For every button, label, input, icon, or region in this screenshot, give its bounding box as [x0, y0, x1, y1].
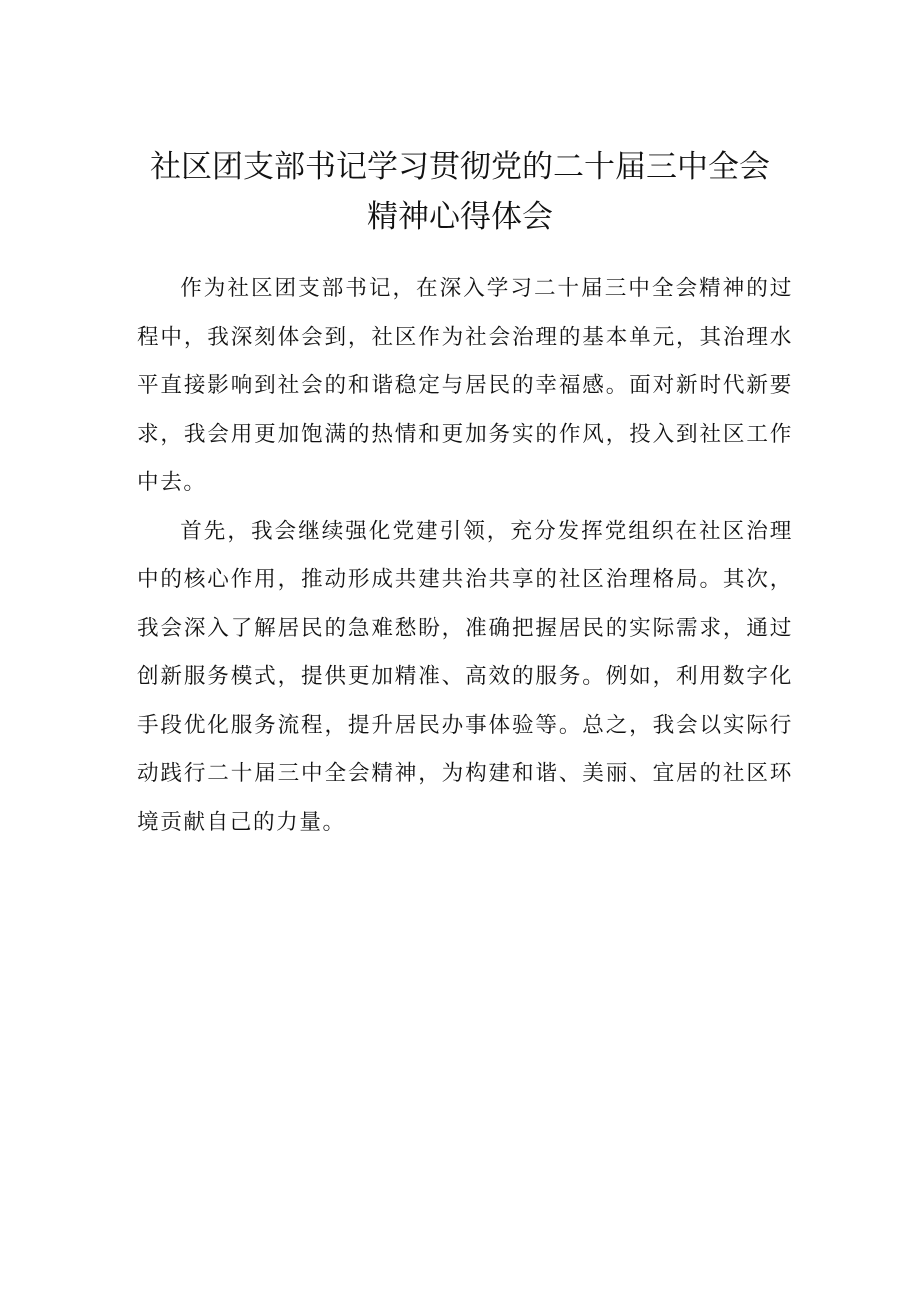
document-title [120, 142, 800, 242]
title-line-2: 精神心得体会 [367, 199, 553, 235]
title-line-1: 社区团支部书记学习贯彻党的二十届三中全会 [150, 149, 770, 185]
paragraph: 作为社区团支部书记，在深入学习二十届三中全会精神的过程中，我深刻体会到，社区作为社会治理的基本单元，其治理水平直接影响到社会的和谐稳定与居民的幸福感。面对新时代新要求，我会用更加饱满的热情和更加务实的作风，投入到社区工作中去。 [137, 276, 793, 495]
paragraph: 首先，我会继续强化党建引领，充分发挥党组织在社区治理中的核心作用，推动形成共建共治共享的社区治理格局。其次，我会深入了解居民的急难愁盼，准确把握居民的实际需求，通过创新服务模式，提供更加精准、高效的服务。例如，利用数字化手段优化服务流程，提升居民办事体验等。总之，我会以实际行动践行二十届三中全会精神，为构建和谐、美丽、宜居的社区环境贡献自己的力量。 [137, 518, 793, 835]
document-body [137, 265, 793, 847]
